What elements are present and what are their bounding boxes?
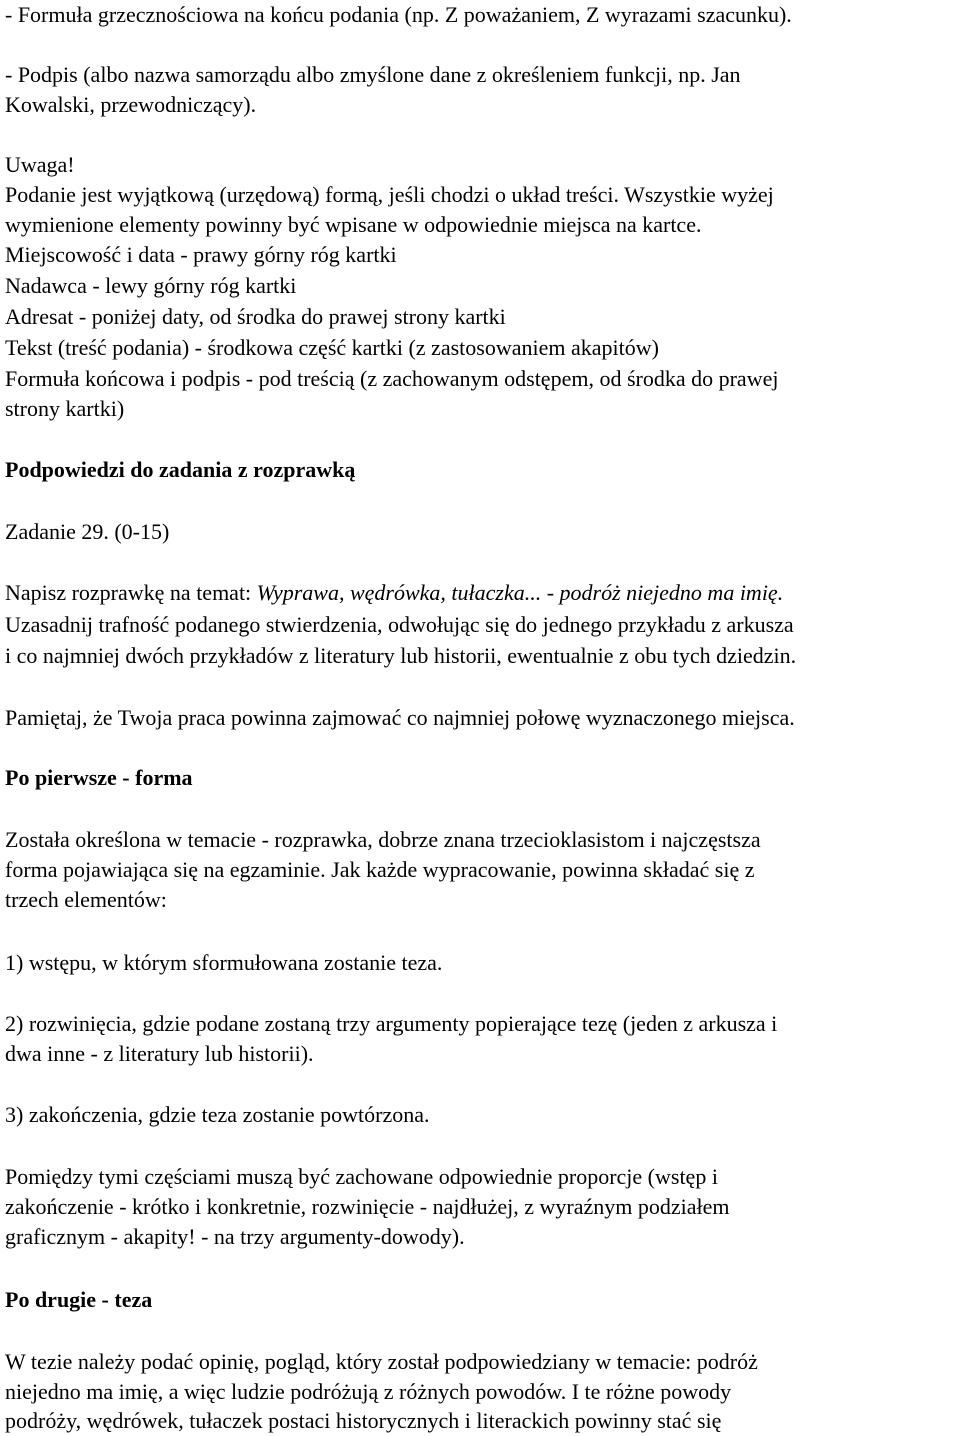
task-prompt-prefix: Napisz rozprawkę na temat:	[5, 580, 257, 605]
forma-para-line: forma pojawiająca się na egzaminie. Jak każde wypracowanie, powinna składać się z	[5, 857, 755, 882]
uwaga-line: Miejscowość i data - prawy górny róg kartki	[5, 242, 397, 267]
teza-heading: Po drugie - teza	[5, 1287, 153, 1312]
forma-item: dwa inne - z literatury lub historii).	[5, 1041, 314, 1066]
task-number: Zadanie 29. (0-15)	[5, 519, 170, 544]
uwaga-line: Nadawca - lewy górny róg kartki	[5, 273, 297, 298]
forma-proportion-line: graficznym - akapity! - na trzy argumenty-dowody).	[5, 1224, 465, 1249]
task-line: i co najmniej dwóch przykładów z literatury lub historii, ewentualnie z obu tych dziedzin.	[5, 643, 797, 668]
uwaga-line: Tekst (treść podania) - środkowa część kartki (z zastosowaniem akapitów)	[5, 335, 659, 360]
uwaga-line: strony kartki)	[5, 396, 125, 421]
forma-para-line: trzech elementów:	[5, 887, 167, 912]
forma-item: 3) zakończenia, gdzie teza zostanie powtórzona.	[5, 1102, 430, 1127]
task-topic: Wyprawa, wędrówka, tułaczka... - podróż niejedno ma imię.	[256, 580, 784, 605]
uwaga-line: wymienione elementy powinny być wpisane w odpowiednie miejsca na kartce.	[5, 212, 702, 237]
teza-line: niejedno ma imię, a więc ludzie podróżują z różnych powodów. I te różne powody	[5, 1379, 732, 1404]
uwaga-line: Podanie jest wyjątkową (urzędową) formą, jeśli chodzi o układ treści. Wszystkie wyżej	[5, 182, 774, 207]
forma-para-line: Została określona w temacie - rozprawka, dobrze znana trzecioklasistom i najczęstsza	[5, 827, 761, 852]
intro-line: Kowalski, przewodniczący).	[5, 92, 257, 117]
teza-line: podróży, wędrówek, tułaczek postaci historycznych i literackich powinny stać się	[5, 1408, 722, 1433]
task-prompt	[5, 578, 783, 608]
task-line: Uzasadnij trafność podanego stwierdzenia, odwołując się do jednego przykładu z arkusza	[5, 612, 794, 637]
uwaga-heading: Uwaga!	[5, 152, 75, 177]
intro-line: - Podpis (albo nazwa samorządu albo zmyślone dane z określeniem funkcji, np. Jan	[5, 62, 741, 87]
forma-heading: Po pierwsze - forma	[5, 765, 193, 790]
task-reminder: Pamiętaj, że Twoja praca powinna zajmować co najmniej połowę wyznaczonego miejsca.	[5, 705, 795, 730]
intro-line: - Formuła grzecznościowa na końcu podania (np. Z poważaniem, Z wyrazami szacunku).	[5, 2, 792, 27]
teza-line: W tezie należy podać opinię, pogląd, który został podpowiedziany w temacie: podróż	[5, 1349, 758, 1374]
forma-item: 2) rozwinięcia, gdzie podane zostaną trzy argumenty popierające tezę (jeden z arkusza i	[5, 1011, 778, 1036]
uwaga-line: Formuła końcowa i podpis - pod treścią (z zachowanym odstępem, od środka do prawej	[5, 366, 779, 391]
uwaga-line: Adresat - poniżej daty, od środka do prawej strony kartki	[5, 304, 506, 329]
section-title: Podpowiedzi do zadania z rozprawką	[5, 457, 356, 482]
forma-proportion-line: zakończenie - krótko i konkretnie, rozwinięcie - najdłużej, z wyraźnym podziałem	[5, 1194, 730, 1219]
forma-proportion-line: Pomiędzy tymi częściami muszą być zachowane odpowiednie proporcje (wstęp i	[5, 1164, 718, 1189]
forma-item: 1) wstępu, w którym sformułowana zostanie teza.	[5, 950, 443, 975]
